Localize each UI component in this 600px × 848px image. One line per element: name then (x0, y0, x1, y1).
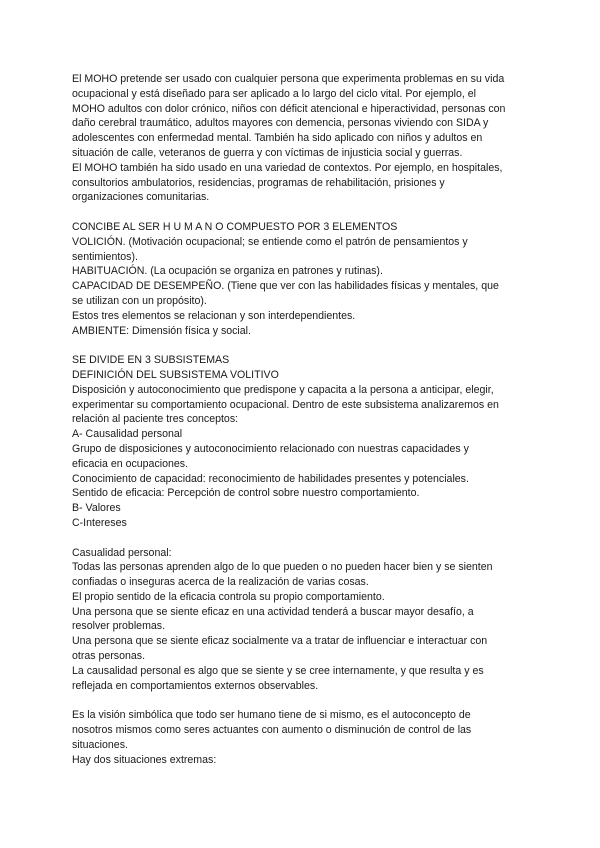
text-line: El propio sentido de la eficacia controla su propio comportamiento. (72, 590, 385, 603)
list-item: B- Valores (72, 502, 121, 515)
paragraph-moho-intro (72, 72, 532, 205)
text-line: VOLICIÓN. (Motivación ocupacional; se entiende como el patrón de pensamientos y (72, 235, 468, 248)
document-page (72, 72, 532, 767)
text-line: Grupo de disposiciones y autoconocimiento relacionado con nuestras capacidades y (72, 442, 469, 455)
text-line: relación al paciente tres conceptos: (72, 413, 239, 426)
paragraph-gap (72, 531, 532, 546)
text-line: AMBIENTE: Dimensión física y social. (72, 324, 251, 337)
text-line: resolver problemas. (72, 620, 166, 633)
paragraph-gap (72, 205, 532, 220)
text-line: reflejada en comportamientos externos observables. (72, 679, 319, 692)
paragraph-three-elements (72, 220, 532, 338)
text-line: ocupacional y está diseñado para ser aplicado a lo largo del ciclo vital. Por ejemplo, el (72, 87, 476, 100)
text-line: adolescentes con enfermedad mental. También ha sido aplicado con niños y adultos en (72, 132, 483, 145)
text-line: situación de calle, veteranos de guerra y con víctimas de injusticia social y guerras. (72, 146, 463, 159)
text-line: El MOHO también ha sido usado en una variedad de contextos. Por ejemplo, en hospitales, (72, 161, 503, 174)
list-item: A- Causalidad personal (72, 428, 183, 441)
text-line: nosotros mismos como seres actuantes con aumento o disminución de control de las (72, 724, 472, 737)
text-line: Todas las personas aprenden algo de lo que pueden o no pueden hacer bien y se sienten (72, 561, 493, 574)
paragraph-symbolic-vision (72, 708, 532, 767)
text-line: Una persona que se siente eficaz socialmente va a tratar de influenciar e interactuar con (72, 635, 488, 648)
paragraph-subsystems (72, 353, 532, 531)
section-subheading: DEFINICIÓN DEL SUBSISTEMA VOLITIVO (72, 368, 279, 381)
text-line: Sentido de eficacia: Percepción de control sobre nuestro comportamiento. (72, 487, 420, 500)
paragraph-gap (72, 693, 532, 708)
text-line: El MOHO pretende ser usado con cualquier persona que experimenta problemas en su vida (72, 73, 505, 85)
paragraph-personal-causality (72, 546, 532, 694)
text-line: sentimientos). (72, 250, 138, 263)
text-line: Una persona que se siente eficaz en una actividad tenderá a buscar mayor desafío, a (72, 605, 474, 618)
text-line: se utilizan con un propósito). (72, 294, 207, 307)
text-line: La causalidad personal es algo que se siente y se cree internamente, y que resulta y es (72, 664, 484, 677)
text-line: experimentar su comportamiento ocupacional. Dentro de este subsistema analizaremos en (72, 398, 499, 411)
text-line: HABITUACIÓN. (La ocupación se organiza en patrones y rutinas). (72, 265, 383, 278)
text-line: CAPACIDAD DE DESEMPEÑO. (Tiene que ver con las habilidades físicas y mentales, que (72, 280, 499, 293)
text-line: Es la visión simbólica que todo ser humano tiene de si mismo, es el autoconcepto de (72, 709, 471, 722)
section-heading: Casualidad personal: (72, 546, 172, 559)
list-item: C-Intereses (72, 516, 127, 529)
text-line: otras personas. (72, 650, 146, 663)
section-heading: CONCIBE AL SER H U M A N O COMPUESTO POR 3 ELEMENTOS (72, 220, 398, 233)
text-line: situaciones. (72, 738, 128, 751)
text-line: Estos tres elementos se relacionan y son interdependientes. (72, 309, 356, 322)
text-line: MOHO adultos con dolor crónico, niños con déficit atencional e hiperactividad, personas con (72, 102, 506, 115)
text-line: Hay dos situaciones extremas: (72, 753, 217, 766)
text-line: organizaciones comunitarias. (72, 191, 210, 204)
text-line: eficacia en ocupaciones. (72, 457, 189, 470)
paragraph-gap (72, 338, 532, 353)
text-line: Conocimiento de capacidad: reconocimiento de habilidades presentes y potenciales. (72, 472, 469, 485)
text-line: Disposición y autoconocimiento que predispone y capacita a la persona a anticipar, elegir, (72, 383, 494, 396)
text-line: daño cerebral traumático, adultos mayores con demencia, personas viviendo con SIDA y (72, 117, 489, 130)
text-line: confiadas o inseguras acerca de la realización de varias cosas. (72, 576, 369, 589)
text-line: consultorios ambulatorios, residencias, programas de rehabilitación, prisiones y (72, 176, 445, 189)
section-heading: SE DIVIDE EN 3 SUBSISTEMAS (72, 354, 230, 367)
